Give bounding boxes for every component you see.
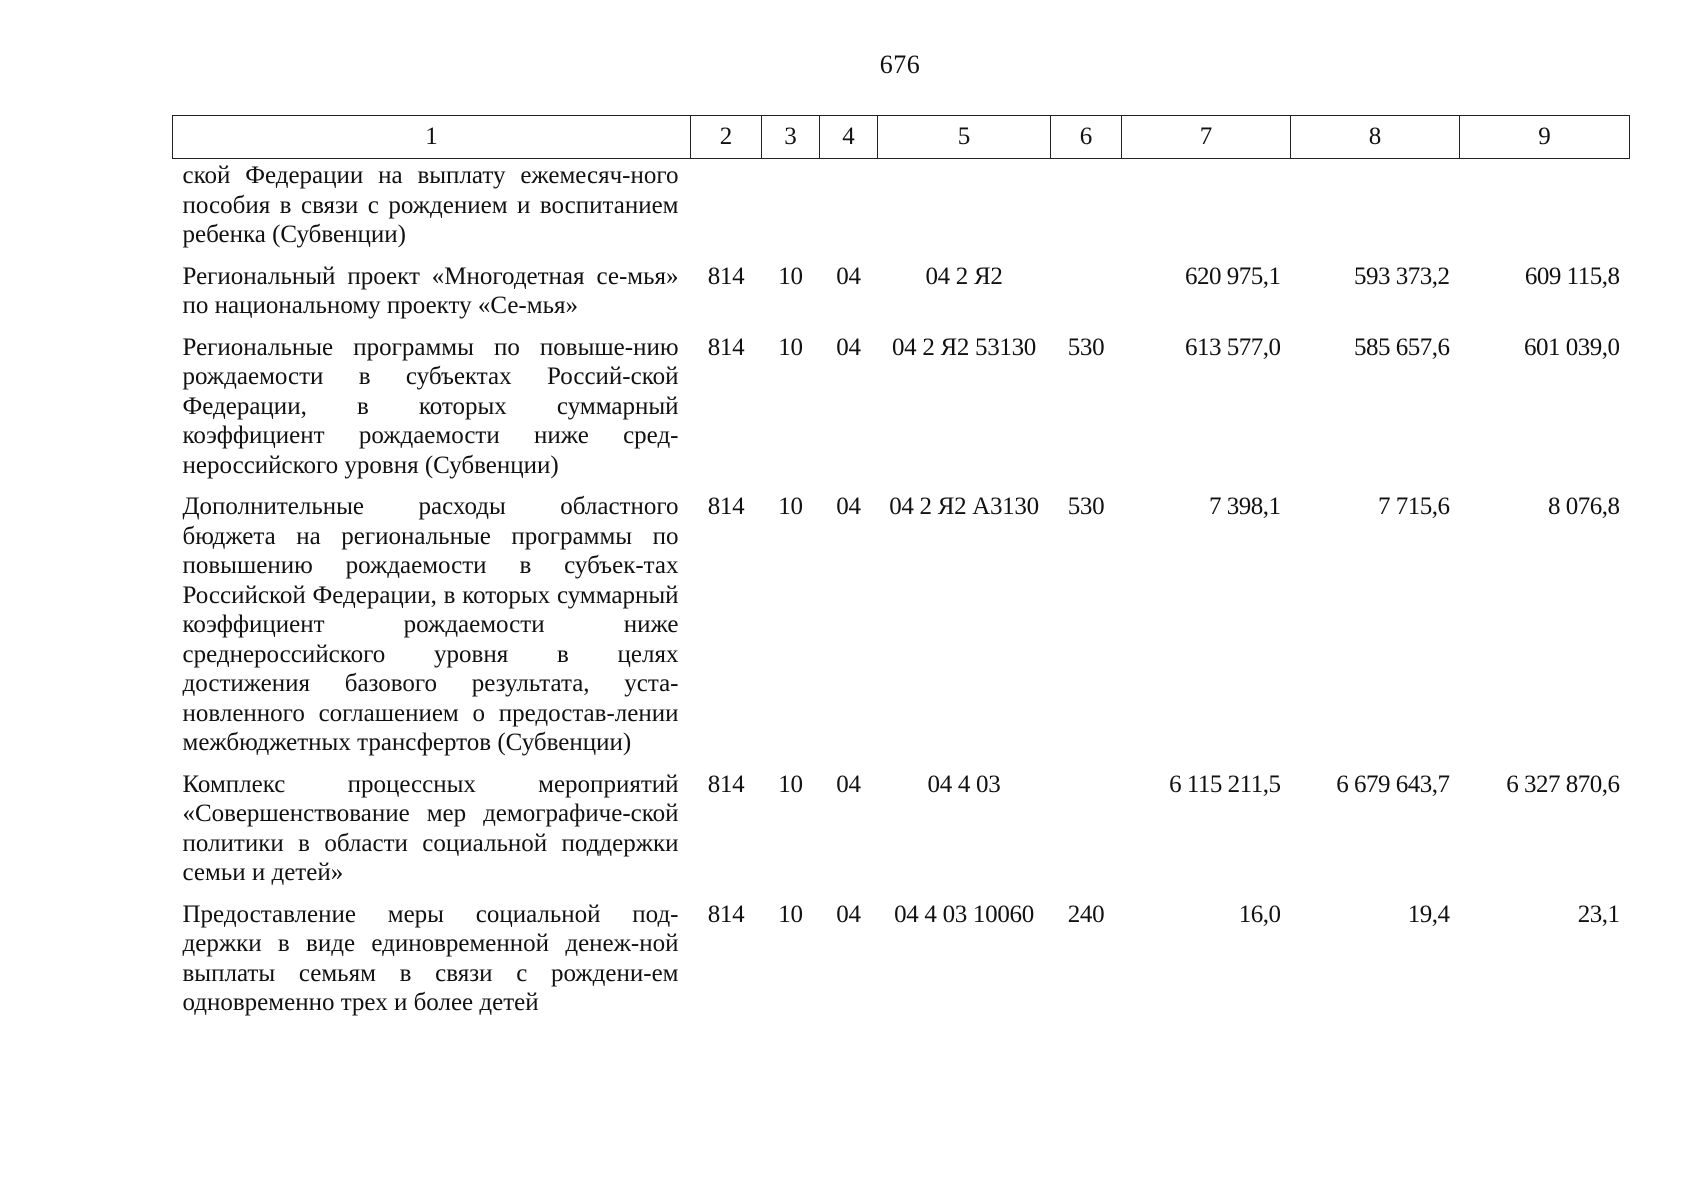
cell-col6	[1051, 770, 1122, 900]
table-row	[173, 333, 1630, 493]
column-header-6: 6	[1051, 116, 1122, 159]
row-description: Комплекс процессных мероприятий «Совершенствование мер демографиче-ской политики в области социальной поддержки семьи и детей»	[182, 770, 679, 886]
row-description: Региональные программы по повыше-нию рождаемости в субъектах Россий-ской Федерации, в которых суммарный коэффициент рождаемости ниже сред-нероссийского уровня (Субвенции)	[182, 333, 679, 479]
cell-col3: 10	[778, 493, 803, 520]
cell-col5: 04 2 Я2	[925, 262, 1003, 290]
table-body	[173, 159, 1630, 1018]
cell-col2: 814	[707, 900, 745, 928]
cell-col4: 04	[836, 770, 861, 798]
cell-col3: 10	[778, 262, 803, 290]
cell-col4: 04	[836, 262, 861, 290]
cell-col8: 19,4	[1407, 900, 1450, 928]
cell-col9	[1460, 159, 1630, 262]
cell-col3	[762, 159, 820, 262]
table-row	[173, 159, 1630, 262]
cell-col9: 8 076,8	[1548, 493, 1620, 520]
page-number: 676	[879, 50, 921, 79]
cell-col7: 16,0	[1238, 900, 1281, 928]
cell-col5: 04 4 03 10060	[894, 900, 1034, 928]
cell-col9: 6 327 870,6	[1506, 770, 1620, 798]
cell-col2	[691, 159, 762, 262]
cell-col2: 814	[707, 262, 745, 290]
cell-col5: 04 2 Я2 53130	[891, 333, 1037, 361]
cell-col5: 04 4 03	[927, 770, 1001, 798]
budget-table	[172, 115, 1630, 1018]
row-description: Предоставление меры социальной под-держки в виде единовременной денеж-ной выплаты семьям в связи с рождени-ем одновременно трех и более детей	[182, 900, 679, 1016]
cell-col4	[820, 159, 878, 262]
cell-col4: 04	[836, 333, 861, 361]
cell-col4: 04	[836, 900, 861, 928]
cell-col3: 10	[778, 900, 803, 928]
cell-col6	[1051, 159, 1122, 262]
cell-col3: 10	[778, 770, 803, 798]
column-header-5: 5	[878, 116, 1051, 159]
cell-col8: 7 715,6	[1378, 493, 1450, 520]
table-row	[173, 492, 1630, 770]
cell-col8: 585 657,6	[1354, 333, 1450, 361]
cell-col8	[1291, 159, 1460, 262]
cell-col7: 7 398,1	[1209, 493, 1281, 520]
cell-col5: 04 2 Я2 А3130	[889, 493, 1039, 520]
cell-col4: 04	[836, 493, 861, 520]
table-row	[173, 262, 1630, 333]
column-header-9: 9	[1460, 116, 1630, 159]
cell-col6	[1051, 262, 1122, 333]
cell-col6: 530	[1067, 493, 1105, 520]
cell-col6: 530	[1067, 333, 1105, 361]
table-row	[173, 770, 1630, 900]
cell-col8: 593 373,2	[1354, 262, 1450, 290]
cell-col7: 6 115 211,5	[1169, 770, 1281, 798]
row-description: Региональный проект «Многодетная се-мья» по национальному проекту «Се-мья»	[182, 262, 679, 319]
table-header	[173, 116, 1630, 159]
column-header-3: 3	[762, 116, 820, 159]
cell-col2: 814	[707, 333, 745, 361]
cell-col8: 6 679 643,7	[1336, 770, 1450, 798]
row-description: ской Федерации на выплату ежемесяч-ного пособия в связи с рождением и воспитанием ребенка (Субвенции)	[182, 162, 679, 248]
cell-col7: 613 577,0	[1185, 333, 1281, 361]
cell-col9: 609 115,8	[1524, 262, 1620, 290]
row-description: Дополнительные расходы областного бюджета на региональные программы по повышению рождаемости в субъек-тах Российской Федерации, в которых суммарный коэффициент рождаемости ниже среднероссийского уровня в целях достижения базового результата, уста-новленного соглашением о предостав-лении межбюджетных трансфертов (Субвенции)	[182, 493, 679, 756]
column-header-7: 7	[1122, 116, 1291, 159]
cell-col9: 601 039,0	[1524, 333, 1620, 361]
column-header-4: 4	[820, 116, 878, 159]
cell-col3: 10	[778, 333, 803, 361]
column-header-1: 1	[173, 116, 691, 159]
cell-col5	[878, 159, 1051, 262]
table-row	[173, 900, 1630, 1018]
cell-col9: 23,1	[1577, 900, 1620, 928]
cell-col6: 240	[1067, 900, 1105, 928]
cell-col2: 814	[707, 770, 745, 798]
column-header-8: 8	[1291, 116, 1460, 159]
cell-col7: 620 975,1	[1185, 262, 1281, 290]
cell-col2: 814	[707, 493, 745, 520]
header-row	[173, 116, 1630, 159]
cell-col7	[1122, 159, 1291, 262]
column-header-2: 2	[691, 116, 762, 159]
